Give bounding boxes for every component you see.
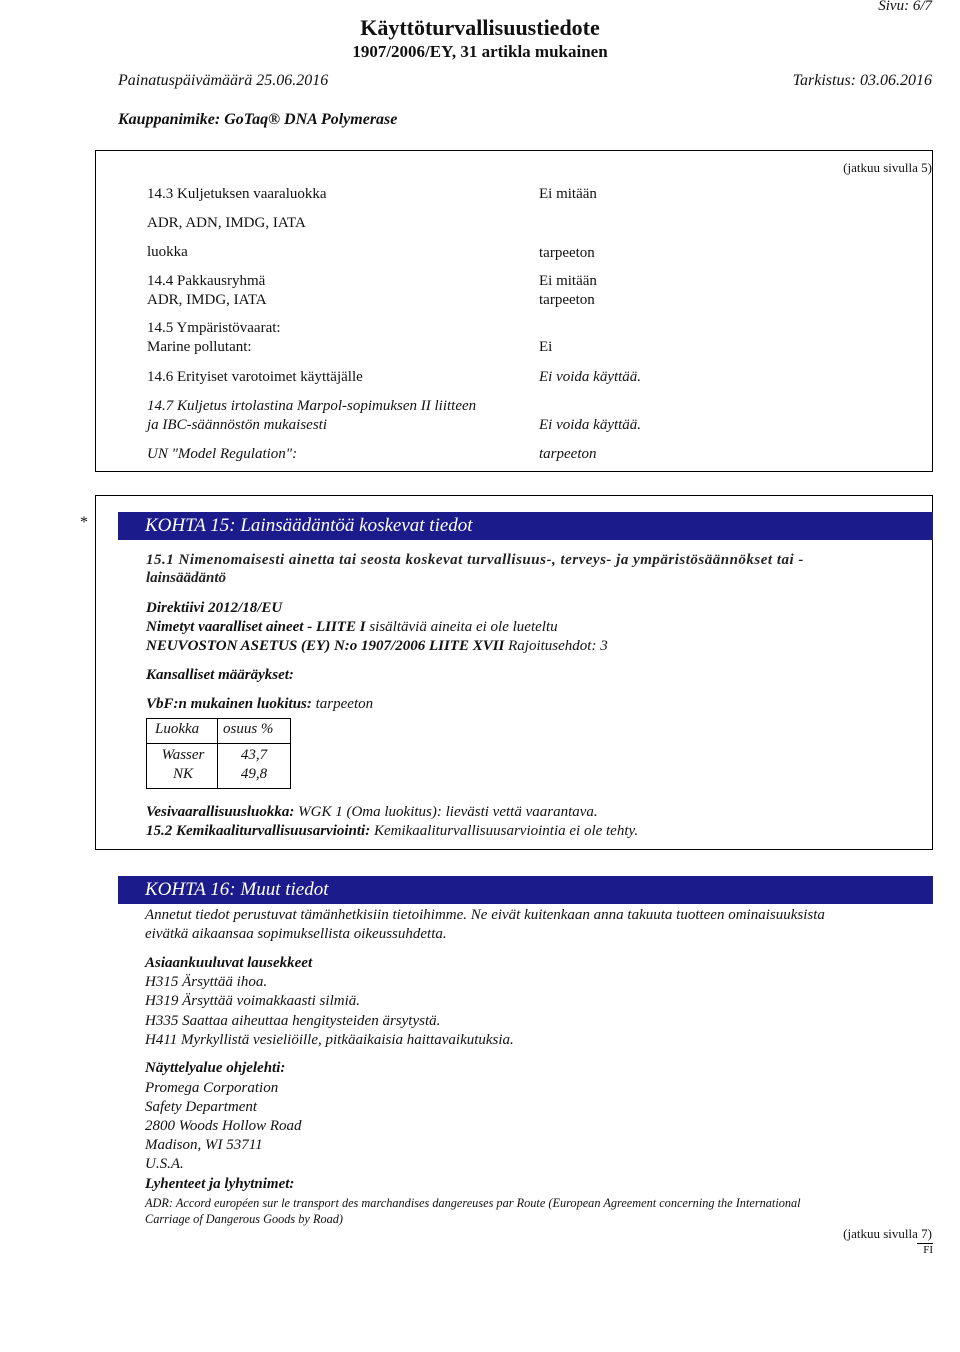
national-regulations: Kansalliset määräykset: [146, 667, 294, 683]
environmental-hazards-label: 14.5 Ympäristövaarat: [147, 320, 281, 336]
un-model-regulation-value: tarpeeton [539, 446, 597, 462]
phrase-item: H319 Ärsyttää voimakkaasti silmiä. [145, 993, 360, 1009]
issuer-line: Promega Corporation [145, 1080, 279, 1096]
csa-label: 15.2 Kemikaaliturvallisuusarviointi: [146, 823, 371, 839]
water-hazard-label: Vesivaarallisuusluokka: [146, 804, 295, 820]
phrase-item: H411 Myrkyllistä vesieliöille, pitkäaikaisia haittavaikutuksia. [145, 1032, 514, 1048]
abbreviation-line-2: Carriage of Dangerous Goods by Road) [145, 1212, 343, 1226]
document-subtitle: 1907/2006/EY, 31 artikla mukainen [352, 42, 608, 61]
transport-class-value: Ei mitään [539, 186, 597, 202]
packing-modes-value: tarpeeton [539, 292, 595, 308]
table-cell-class: Wasser [161, 747, 205, 763]
transport-class-label: 14.3 Kuljetuksen vaaraluokka [147, 186, 327, 202]
issuer-line: U.S.A. [145, 1156, 184, 1172]
section-15-heading: KOHTA 15: Lainsäädäntöä koskevat tiedot [118, 512, 933, 540]
named-substances-value: sisältäviä aineita ei ole lueteltu [369, 619, 558, 635]
phrase-item: H335 Saattaa aiheuttaa hengitysteiden ärsytystä. [145, 1013, 441, 1029]
water-hazard-class [146, 804, 598, 821]
continued-from-note: (jatkuu sivulla 5) [843, 160, 932, 175]
regulations-line-2: lainsäädäntö [146, 570, 227, 586]
vbf-table [146, 718, 291, 789]
vbf-classification [146, 696, 373, 713]
abbreviation-line-1: ADR: Accord européen sur le transport des marchandises dangereuses par Route (European Agreement concerning the International [145, 1196, 801, 1210]
section-15-box [95, 495, 933, 850]
annex-xvii [146, 638, 608, 655]
annex-xvii-label: NEUVOSTON ASETUS (EY) N:o 1907/2006 LIITE XVII [146, 638, 505, 654]
ibc-code-value: Ei voida käyttää. [539, 417, 642, 433]
phrase-item: H315 Ärsyttää ihoa. [145, 974, 268, 990]
vbf-value: tarpeeton [315, 696, 374, 712]
class-label: luokka [147, 244, 188, 260]
table-cell-share: 49,8 [240, 766, 268, 782]
table-header-class: Luokka [155, 721, 200, 737]
bulk-transport-label: 14.7 Kuljetus irtolastina Marpol-sopimuksen II liitteen [147, 398, 477, 414]
section-16-heading: KOHTA 16: Muut tiedot [118, 876, 933, 904]
table-cell-share: 43,7 [240, 747, 268, 763]
class-value: tarpeeton [539, 245, 595, 261]
annex-xvii-value: Rajoitusehdot: 3 [508, 638, 608, 654]
marine-pollutant-value: Ei [539, 339, 553, 355]
named-substances [146, 619, 558, 636]
special-precautions-label: 14.6 Erityiset varotoimet käyttäjälle [147, 369, 363, 385]
chemical-safety-assessment [146, 823, 638, 840]
vbf-label: VbF:n mukainen luokitus: [146, 696, 312, 712]
continued-on-note: (jatkuu sivulla 7) [843, 1226, 932, 1241]
abbreviations-title: Lyhenteet ja lyhytnimet: [145, 1176, 295, 1192]
revision-date: Tarkistus: 03.06.2016 [792, 72, 932, 89]
table-header-share: osuus % [223, 721, 274, 737]
issuer-line: Madison, WI 53711 [145, 1137, 263, 1153]
transport-modes-label: ADR, ADN, IMDG, IATA [147, 215, 306, 231]
packing-group-value: Ei mitään [539, 273, 597, 289]
special-precautions-value: Ei voida käyttää. [539, 369, 642, 385]
csa-value: Kemikaaliturvallisuusarviointia ei ole tehty. [373, 823, 639, 839]
issuer-line: 2800 Woods Hollow Road [145, 1118, 302, 1134]
marine-pollutant-label: Marine pollutant: [147, 339, 252, 355]
trade-name: Kauppanimike: GoTaq® DNA Polymerase [118, 111, 398, 128]
named-substances-label: Nimetyt vaaralliset aineet - LIITE I [146, 619, 366, 635]
un-model-regulation-label: UN "Model Regulation": [147, 446, 298, 462]
directive: Direktiivi 2012/18/EU [146, 600, 283, 616]
table-cell-class: NK [172, 766, 193, 782]
packing-group-label: 14.4 Pakkausryhmä [147, 273, 266, 289]
intro-line-2: eivätkä aikaansaa sopimuksellista oikeussuhdetta. [145, 926, 447, 942]
table-column-divider [217, 719, 218, 788]
packing-modes-label: ADR, IMDG, IATA [147, 292, 267, 308]
section-14-box [95, 150, 933, 472]
intro-line-1: Annetut tiedot perustuvat tämänhetkisiin tietoihimme. Ne eivät kuitenkaan anna takuuta tuotteen ominaisuuksista [145, 907, 825, 923]
issuer-line: Safety Department [145, 1099, 258, 1115]
language-code: FI [923, 1244, 933, 1256]
phrases-title: Asiaankuuluvat lausekkeet [145, 955, 313, 971]
document-title: Käyttöturvallisuustiedote [360, 15, 600, 40]
page-number: Sivu: 6/7 [878, 0, 932, 14]
ibc-code-label: ja IBC-säännöstön mukaisesti [147, 417, 327, 433]
issuer-title: Näyttelyalue ohjelehti: [145, 1060, 286, 1076]
revision-marker: * [80, 514, 88, 531]
print-date: Painatuspäivämäärä 25.06.2016 [118, 72, 329, 89]
regulations-line-1: 15.1 Nimenomaisesti ainetta tai seosta koskevat turvallisuus-, terveys- ja ympäristösäännökset tai - [146, 552, 804, 568]
table-divider [147, 743, 290, 744]
water-hazard-value: WGK 1 (Oma luokitus): lievästi vettä vaarantava. [298, 804, 598, 820]
